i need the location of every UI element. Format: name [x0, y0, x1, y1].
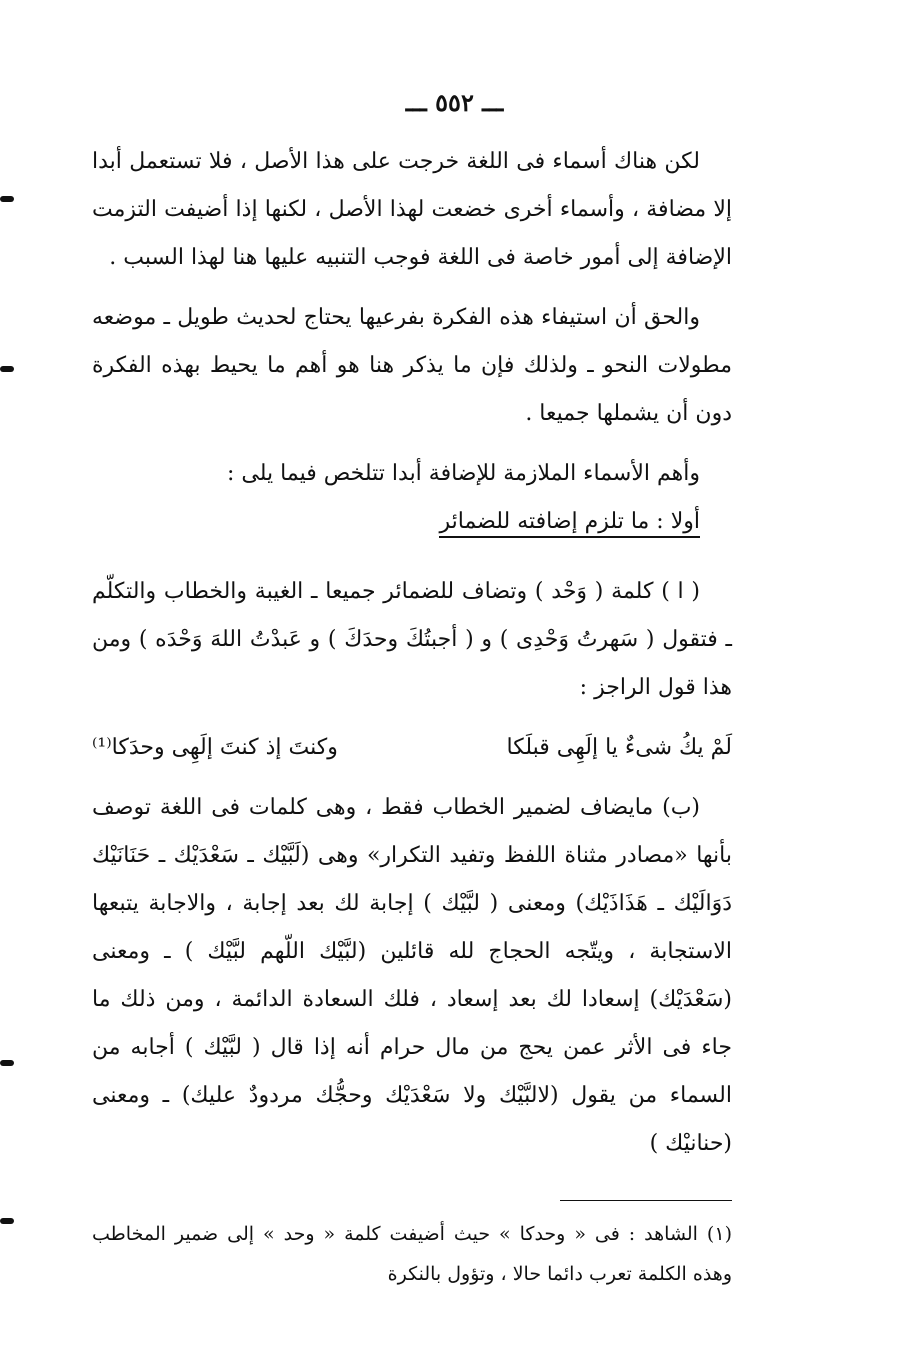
main-text: [92, 138, 732, 1168]
footnote-1: (١) الشاهد : فى « وحدكا » حيث أضيفت كلمة « وحد » إلى ضمير المخاطب وهذه الكلمة تعرب دائما حالا ، وتؤول بالنكرة: [92, 1223, 732, 1285]
poem-verse: [92, 724, 732, 772]
paragraph-intro: لكن هناك أسماء فى اللغة خرجت على هذا الأصل ، فلا تستعمل أبدا إلا مضافة ، وأسماء أخرى خضعت لهذا الأصل ، لكنها إذا أضيفت التزمت الإضافة إلى أمور خاصة فى اللغة فوجب التنبيه عليها هنا لهذا السبب .: [92, 149, 732, 270]
paragraph-section-b: (ب) مايضاف لضمير الخطاب فقط ، وهى كلمات فى اللغة توصف بأنها «مصادر مثناة اللفظ وتفيد التكرار» وهى (لَبَّيْك ـ سَعْدَيْك ـ حَنَانَيْك دَوَالَيْك ـ هَذَاذَيْك) ومعنى ( لبَّيْك ) إجابة لك بعد إجابة ، والاجابة يتبعها الاستجابة ، ويتّجه الحجاج لله قائلين (لبَّيْك اللّهم لبَّيْك ) ـ ومعنى (سَعْدَيْك) إسعادا لك بعد إسعاد ، فلك السعادة الدائمة ، ومن ذلك ما جاء فى الأثر عمن يحج من مال حرام أنه إذا قال ( لبَّيْك ) أجابه من السماء من يقول (لالبَّيْك ولا سَعْدَيْك وحجُّك مردودٌ عليك) ـ ومعنى (حنانيْك ): [92, 795, 732, 1156]
section-heading-text: أولا : ما تلزم إضافته للضمائر: [439, 509, 700, 538]
verse-second-hemistich: وكنتَ إذ كنتَ إلَهِى وحدَكا⁽¹⁾: [92, 735, 338, 760]
margin-mark: [0, 196, 14, 202]
section-heading: [92, 498, 732, 546]
paragraph-scope: والحق أن استيفاء هذه الفكرة بفرعيها يحتاج لحديث طويل ـ موضعه مطولات النحو ـ ولذلك فإن ما يذكر هنا هو أهم ما يحيط بهذه الفكرة دون أن يشملها جميعا .: [92, 305, 732, 426]
paragraph-summary: وأهم الأسماء الملازمة للإضافة أبدا تتلخص فيما يلى :: [227, 461, 700, 486]
margin-mark: [0, 366, 14, 372]
margin-mark: [0, 1218, 14, 1224]
page-number: ـــ ٥٥٢ ـــ: [405, 88, 504, 117]
verse-first-hemistich: لَمْ يكُ شىءٌ يا إلَهِى قبلَكا: [506, 735, 732, 760]
paragraph-section-a: ( ا ) كلمة ( وَحْد ) وتضاف للضمائر جميعا ـ الغيبة والخطاب والتكلّم ـ فتقول ( سَهرتُ وَحْدِى ) و ( أجبتُكَ وحدَكَ ) و عَبدْتُ اللهَ وَحْدَه ) ومن هذا قول الراجز :: [92, 579, 732, 700]
margin-mark: [0, 1060, 14, 1066]
footnotes: [92, 1214, 732, 1294]
footnote-divider: [560, 1200, 732, 1201]
